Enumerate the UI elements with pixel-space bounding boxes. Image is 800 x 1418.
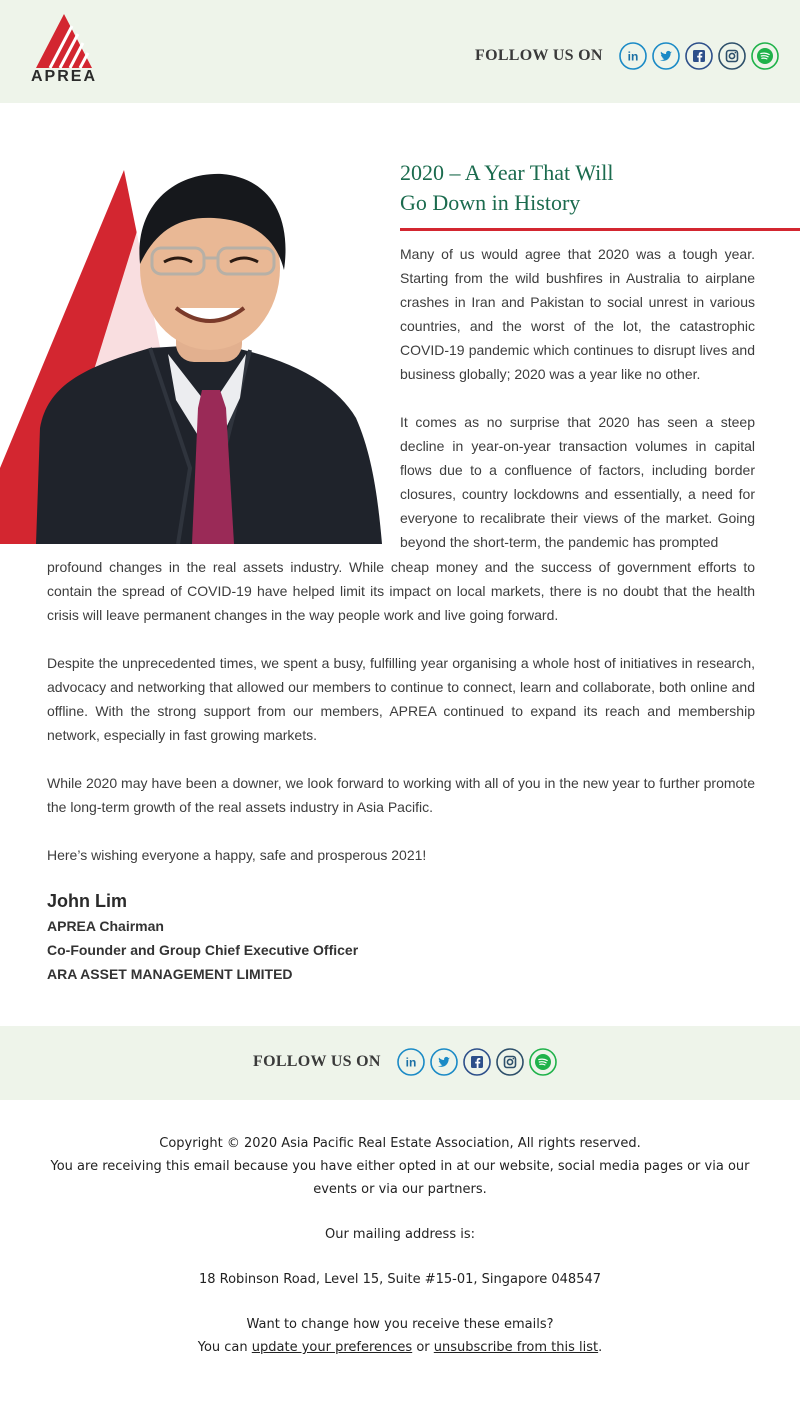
article-title	[400, 158, 760, 218]
paragraph-5: Here’s wishing everyone a happy, safe and prosperous 2021!	[47, 847, 427, 863]
receiving-notice: You are receiving this email because you have either opted in at our website, social media pages or via our events or via our partners.	[50, 1159, 750, 1197]
aprea-logo[interactable]	[28, 12, 100, 86]
unsubscribe-link[interactable]: unsubscribe from this list	[433, 1340, 599, 1355]
signature-title-1: APREA Chairman	[47, 918, 164, 934]
chairman-portrait	[0, 168, 384, 544]
aprea-logo-icon	[28, 12, 100, 70]
paragraph-1: Many of us would agree that 2020 was a tough year. Starting from the wild bushfires in Australia to airplane crashes in Iran and Pakistan to social unrest in various countries, and the worst of the lot, the catastrophic COVID-19 pandemic which continues to disrupt lives and business globally; 2020 was a year like no other.	[400, 246, 755, 382]
follow-band	[0, 1026, 800, 1100]
signature-name: John Lim	[47, 891, 127, 911]
logo-text: APREA	[30, 68, 97, 85]
twitter-icon[interactable]	[430, 1048, 458, 1076]
update-preferences-link[interactable]: update your preferences	[251, 1340, 413, 1355]
or-text: or	[416, 1340, 430, 1355]
title-line-1: 2020 – A Year That Will	[400, 160, 614, 185]
title-line-2: Go Down in History	[400, 190, 581, 215]
period-text: .	[598, 1340, 603, 1355]
mailing-address: 18 Robinson Road, Level 15, Suite #15-01, Singapore 048547	[198, 1272, 602, 1287]
header-social-icons	[619, 42, 779, 70]
email-header	[0, 0, 800, 103]
svg-text:in: in	[627, 49, 639, 64]
band-follow-us-label: FOLLOW US ON	[253, 1053, 381, 1070]
instagram-icon[interactable]	[718, 42, 746, 70]
signature-company: ARA ASSET MANAGEMENT LIMITED	[47, 966, 293, 982]
header-follow-us	[475, 42, 779, 70]
facebook-icon[interactable]	[685, 42, 713, 70]
paragraph-3: Despite the unprecedented times, we spent a busy, fulfilling year organising a whole host of initiatives in research, advocacy and networking that allowed our members to continue to connect, learn and collaborate, both online and offline. With the strong support from our members, APREA continued to expand its reach and membership network, especially in fast growing markets.	[47, 655, 755, 743]
linkedin-icon[interactable]	[619, 42, 647, 70]
linkedin-icon[interactable]	[397, 1048, 425, 1076]
signature-title-2: Co-Founder and Group Chief Executive Officer	[47, 942, 359, 958]
copyright-text: Copyright © 2020 Asia Pacific Real Estate Association, All rights reserved.	[159, 1136, 641, 1151]
facebook-icon[interactable]	[463, 1048, 491, 1076]
title-divider	[400, 228, 800, 231]
email-footer	[40, 1132, 760, 1359]
signature-block	[47, 888, 755, 986]
change-preferences-question: Want to change how you receive these emails?	[246, 1317, 554, 1332]
spotify-icon[interactable]	[751, 42, 779, 70]
you-can-text: You can	[197, 1340, 248, 1355]
instagram-icon[interactable]	[496, 1048, 524, 1076]
paragraph-2-part-a: It comes as no surprise that 2020 has seen a steep decline in year-on-year transaction volumes in capital flows due to a confluence of factors, including border closures, country lockdowns and essentially, a need for everyone to recalibrate their views of the market. Going beyond the short-term, the pandemic has prompted	[400, 414, 755, 550]
mailing-address-label: Our mailing address is:	[324, 1227, 475, 1242]
band-social-icons	[397, 1048, 557, 1076]
spotify-icon[interactable]	[529, 1048, 557, 1076]
follow-us-label: FOLLOW US ON	[475, 47, 603, 64]
band-follow-us	[253, 1048, 557, 1076]
twitter-icon[interactable]	[652, 42, 680, 70]
svg-text:in: in	[405, 1055, 417, 1070]
paragraph-2-part-b: profound changes in the real assets industry. While cheap money and the success of government efforts to contain the spread of COVID-19 have helped limit its impact on local markets, there is no doubt that the health crisis will leave permanent changes in the way people work and live going forward.	[47, 559, 755, 623]
paragraph-4: While 2020 may have been a downer, we look forward to working with all of you in the new year to further promote the long-term growth of the real assets industry in Asia Pacific.	[47, 775, 755, 815]
preferences-line	[40, 1336, 760, 1359]
